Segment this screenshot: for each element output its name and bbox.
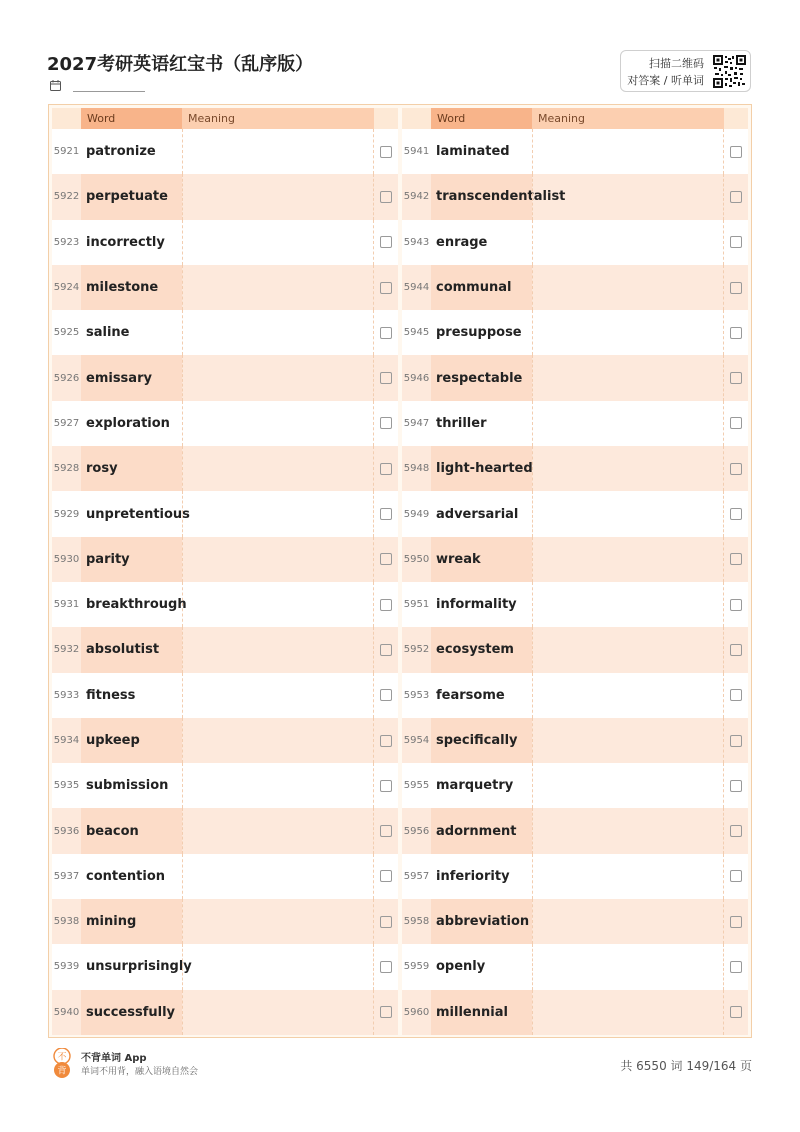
- row-checkbox[interactable]: [380, 870, 392, 882]
- table-row: [402, 265, 748, 310]
- meaning-cell[interactable]: [532, 537, 724, 582]
- word-text: respectable: [436, 370, 523, 386]
- table-row: [52, 129, 398, 174]
- word-number: 5939: [53, 961, 80, 973]
- table-row: [402, 537, 748, 582]
- row-checkbox[interactable]: [730, 508, 742, 520]
- row-checkbox[interactable]: [380, 553, 392, 565]
- word-number: 5921: [53, 146, 80, 158]
- word-text: marquetry: [436, 778, 514, 794]
- row-checkbox[interactable]: [730, 372, 742, 384]
- word-header: Word: [81, 108, 182, 129]
- meaning-cell[interactable]: [182, 174, 374, 219]
- word-text: absolutist: [86, 642, 160, 658]
- word-text: wreak: [436, 551, 481, 567]
- table-row: [402, 763, 748, 808]
- left-column-header: [52, 108, 398, 129]
- word-number: 5951: [403, 599, 430, 611]
- meaning-cell[interactable]: [182, 808, 374, 853]
- meaning-cell[interactable]: [182, 944, 374, 989]
- word-text: mining: [86, 914, 137, 930]
- qr-code-icon[interactable]: [713, 55, 746, 88]
- word-number: 5941: [403, 146, 430, 158]
- word-number: 5930: [53, 553, 80, 565]
- word-text: presuppose: [436, 325, 522, 341]
- table-row: [402, 220, 748, 265]
- table-row: [402, 673, 748, 718]
- word-number: 5954: [403, 735, 430, 746]
- row-checkbox[interactable]: [730, 553, 742, 565]
- word-text: breakthrough: [86, 597, 187, 613]
- word-text: light-hearted: [436, 461, 533, 477]
- row-checkbox[interactable]: [380, 916, 392, 928]
- word-text: openly: [436, 959, 486, 975]
- meaning-cell[interactable]: [182, 446, 374, 491]
- row-checkbox[interactable]: [730, 644, 742, 656]
- word-number: 5925: [53, 327, 80, 339]
- word-text: abbreviation: [436, 914, 530, 930]
- right-column-header: [402, 108, 748, 129]
- word-table: [48, 104, 752, 1038]
- word-number: 5924: [53, 282, 80, 294]
- word-text: parity: [86, 551, 130, 567]
- row-checkbox[interactable]: [380, 735, 392, 747]
- table-row: [52, 174, 398, 219]
- table-row: [402, 627, 748, 672]
- calendar-icon: [50, 80, 61, 91]
- word-text: saline: [86, 325, 130, 341]
- word-number: 5937: [53, 870, 80, 882]
- row-checkbox[interactable]: [730, 735, 742, 747]
- meaning-cell[interactable]: [182, 129, 374, 174]
- word-text: laminated: [436, 144, 510, 160]
- meaning-cell[interactable]: [182, 718, 374, 763]
- table-row: [52, 718, 398, 763]
- table-row: [52, 265, 398, 310]
- word-number: 5950: [403, 553, 430, 565]
- row-checkbox[interactable]: [380, 282, 392, 294]
- word-text: exploration: [86, 415, 170, 431]
- word-text: patronize: [86, 144, 156, 160]
- meaning-cell[interactable]: [532, 491, 724, 536]
- meaning-header: Meaning: [182, 108, 374, 129]
- word-number: 5947: [403, 417, 430, 429]
- meaning-cell[interactable]: [182, 220, 374, 265]
- table-row: [52, 537, 398, 582]
- table-row: [402, 582, 748, 627]
- word-number: 5923: [53, 236, 80, 248]
- row-checkbox[interactable]: [730, 463, 742, 475]
- word-text: successfully: [86, 1004, 175, 1020]
- word-text: submission: [86, 778, 169, 794]
- app-logo-icon: [51, 1048, 73, 1078]
- table-row: [52, 491, 398, 536]
- table-row: [52, 401, 398, 446]
- row-checkbox[interactable]: [730, 599, 742, 611]
- meaning-cell[interactable]: [182, 990, 374, 1035]
- qr-line-2: 对答案 / 听单词: [627, 74, 704, 87]
- word-number: 5933: [53, 689, 80, 701]
- table-row: [402, 944, 748, 989]
- meaning-cell[interactable]: [532, 944, 724, 989]
- row-checkbox[interactable]: [380, 417, 392, 429]
- date-underline: [73, 91, 145, 92]
- word-number: 5945: [403, 327, 430, 339]
- meaning-cell[interactable]: [532, 808, 724, 853]
- meaning-cell[interactable]: [182, 401, 374, 446]
- brand-name: 不背单词 App: [81, 1053, 147, 1064]
- table-row: [52, 673, 398, 718]
- word-text: transcendentalist: [436, 189, 566, 205]
- table-row: [402, 491, 748, 536]
- meaning-cell[interactable]: [532, 763, 724, 808]
- table-row: [52, 944, 398, 989]
- meaning-cell[interactable]: [532, 174, 724, 219]
- row-checkbox[interactable]: [380, 599, 392, 611]
- word-text: adornment: [436, 823, 517, 839]
- meaning-cell[interactable]: [182, 491, 374, 536]
- row-checkbox[interactable]: [730, 146, 742, 158]
- word-text: contention: [86, 868, 166, 884]
- row-checkbox[interactable]: [380, 191, 392, 203]
- table-row: [402, 310, 748, 355]
- meaning-cell[interactable]: [182, 763, 374, 808]
- meaning-cell[interactable]: [182, 854, 374, 899]
- qr-line-1: 扫描二维码: [649, 57, 704, 70]
- page-info: 共 6550 词 149/164 页: [620, 1059, 752, 1073]
- svg-text:背: 背: [57, 1066, 67, 1077]
- meaning-cell[interactable]: [532, 220, 724, 265]
- word-text: specifically: [436, 733, 518, 748]
- table-row: [52, 763, 398, 808]
- table-row: [402, 446, 748, 491]
- word-text: thriller: [436, 415, 487, 431]
- word-text: rosy: [86, 461, 118, 477]
- word-text: incorrectly: [86, 234, 165, 250]
- word-number: 5949: [403, 508, 430, 520]
- word-number: 5928: [53, 463, 80, 475]
- word-number: 5935: [53, 780, 80, 792]
- word-text: milestone: [86, 280, 159, 296]
- word-text: ecosystem: [436, 642, 514, 658]
- brand-tagline: 单词不用背，融入语境自然会: [81, 1067, 199, 1077]
- table-row: [402, 808, 748, 853]
- word-number: 5940: [53, 1006, 80, 1018]
- meaning-cell[interactable]: [182, 537, 374, 582]
- meaning-cell[interactable]: [532, 718, 724, 763]
- word-number: 5953: [403, 689, 430, 701]
- row-checkbox[interactable]: [730, 961, 742, 973]
- word-number: 5956: [403, 825, 430, 837]
- word-number: 5959: [403, 961, 430, 973]
- row-checkbox[interactable]: [380, 508, 392, 520]
- table-row: [52, 808, 398, 853]
- table-row: [52, 310, 398, 355]
- word-text: inferiority: [436, 868, 510, 884]
- meaning-cell[interactable]: [532, 310, 724, 355]
- word-text: unsurprisingly: [86, 959, 192, 975]
- row-checkbox[interactable]: [730, 825, 742, 837]
- svg-text:不: 不: [57, 1052, 67, 1063]
- word-number: 5929: [53, 508, 80, 520]
- word-text: fitness: [86, 687, 136, 703]
- table-row: [52, 627, 398, 672]
- meaning-cell[interactable]: [532, 854, 724, 899]
- word-text: adversarial: [436, 506, 519, 522]
- date-field[interactable]: [50, 80, 150, 94]
- word-number: 5952: [403, 644, 430, 656]
- row-checkbox[interactable]: [730, 916, 742, 928]
- word-number: 5958: [403, 916, 430, 928]
- row-checkbox[interactable]: [380, 372, 392, 384]
- row-checkbox[interactable]: [380, 780, 392, 792]
- word-number: 5922: [53, 191, 80, 203]
- word-number: 5927: [53, 417, 80, 429]
- left-rows: [52, 129, 398, 1035]
- word-number: 5936: [53, 825, 80, 837]
- meaning-cell[interactable]: [532, 355, 724, 400]
- word-text: emissary: [86, 370, 152, 386]
- row-checkbox[interactable]: [730, 689, 742, 701]
- meaning-cell[interactable]: [532, 265, 724, 310]
- meaning-cell[interactable]: [532, 401, 724, 446]
- row-checkbox[interactable]: [730, 780, 742, 792]
- meaning-cell[interactable]: [532, 673, 724, 718]
- word-text: enrage: [436, 234, 488, 250]
- table-row: [402, 129, 748, 174]
- meaning-cell[interactable]: [182, 899, 374, 944]
- word-text: fearsome: [436, 687, 505, 703]
- meaning-cell[interactable]: [182, 310, 374, 355]
- row-checkbox[interactable]: [730, 1006, 742, 1018]
- meaning-cell[interactable]: [182, 582, 374, 627]
- table-row: [52, 220, 398, 265]
- meaning-cell[interactable]: [532, 582, 724, 627]
- meaning-cell[interactable]: [532, 627, 724, 672]
- word-number: 5932: [53, 644, 80, 656]
- table-row: [52, 854, 398, 899]
- meaning-cell[interactable]: [532, 899, 724, 944]
- word-number: 5942: [403, 191, 430, 203]
- word-number: 5946: [403, 372, 430, 384]
- table-row: [402, 718, 748, 763]
- word-number: 5934: [53, 735, 80, 746]
- word-text: unpretentious: [86, 506, 190, 522]
- row-checkbox[interactable]: [730, 327, 742, 339]
- row-checkbox[interactable]: [380, 961, 392, 973]
- meaning-cell[interactable]: [532, 990, 724, 1035]
- table-row: [402, 174, 748, 219]
- table-row: [402, 401, 748, 446]
- table-row: [52, 990, 398, 1035]
- table-row: [52, 355, 398, 400]
- word-number: 5957: [403, 870, 430, 882]
- table-row: [402, 899, 748, 944]
- table-row: [52, 899, 398, 944]
- meaning-cell[interactable]: [532, 129, 724, 174]
- word-text: beacon: [86, 823, 139, 839]
- word-number: 5938: [53, 916, 80, 928]
- word-number: 5943: [403, 236, 430, 248]
- row-checkbox[interactable]: [380, 689, 392, 701]
- word-header: Word: [431, 108, 532, 129]
- meaning-cell[interactable]: [182, 265, 374, 310]
- page-title: 2027考研英语红宝书（乱序版）: [47, 54, 314, 75]
- row-checkbox[interactable]: [380, 327, 392, 339]
- meaning-cell[interactable]: [182, 355, 374, 400]
- row-checkbox[interactable]: [730, 870, 742, 882]
- word-text: upkeep: [86, 733, 140, 748]
- row-checkbox[interactable]: [380, 825, 392, 837]
- right-column: [402, 108, 748, 1034]
- row-checkbox[interactable]: [730, 282, 742, 294]
- row-checkbox[interactable]: [380, 236, 392, 248]
- left-column: [52, 108, 398, 1034]
- word-number: 5931: [53, 599, 80, 611]
- table-row: [402, 355, 748, 400]
- meaning-cell[interactable]: [182, 627, 374, 672]
- row-checkbox[interactable]: [730, 191, 742, 203]
- word-text: millennial: [436, 1004, 508, 1020]
- table-row: [402, 854, 748, 899]
- row-checkbox[interactable]: [380, 1006, 392, 1018]
- qr-panel[interactable]: [620, 50, 751, 92]
- word-text: perpetuate: [86, 189, 168, 205]
- word-number: 5948: [403, 463, 430, 475]
- meaning-cell[interactable]: [182, 673, 374, 718]
- table-row: [402, 990, 748, 1035]
- row-checkbox[interactable]: [730, 417, 742, 429]
- meaning-header: Meaning: [532, 108, 724, 129]
- table-row: [52, 582, 398, 627]
- word-number: 5944: [403, 282, 430, 294]
- right-rows: [402, 129, 748, 1035]
- word-number: 5960: [403, 1006, 430, 1018]
- row-checkbox[interactable]: [380, 146, 392, 158]
- word-number: 5926: [53, 372, 80, 384]
- word-text: informality: [436, 597, 517, 613]
- table-row: [52, 446, 398, 491]
- row-checkbox[interactable]: [380, 463, 392, 475]
- row-checkbox[interactable]: [380, 644, 392, 656]
- meaning-cell[interactable]: [532, 446, 724, 491]
- row-checkbox[interactable]: [730, 236, 742, 248]
- word-number: 5955: [403, 780, 430, 792]
- word-text: communal: [436, 280, 512, 296]
